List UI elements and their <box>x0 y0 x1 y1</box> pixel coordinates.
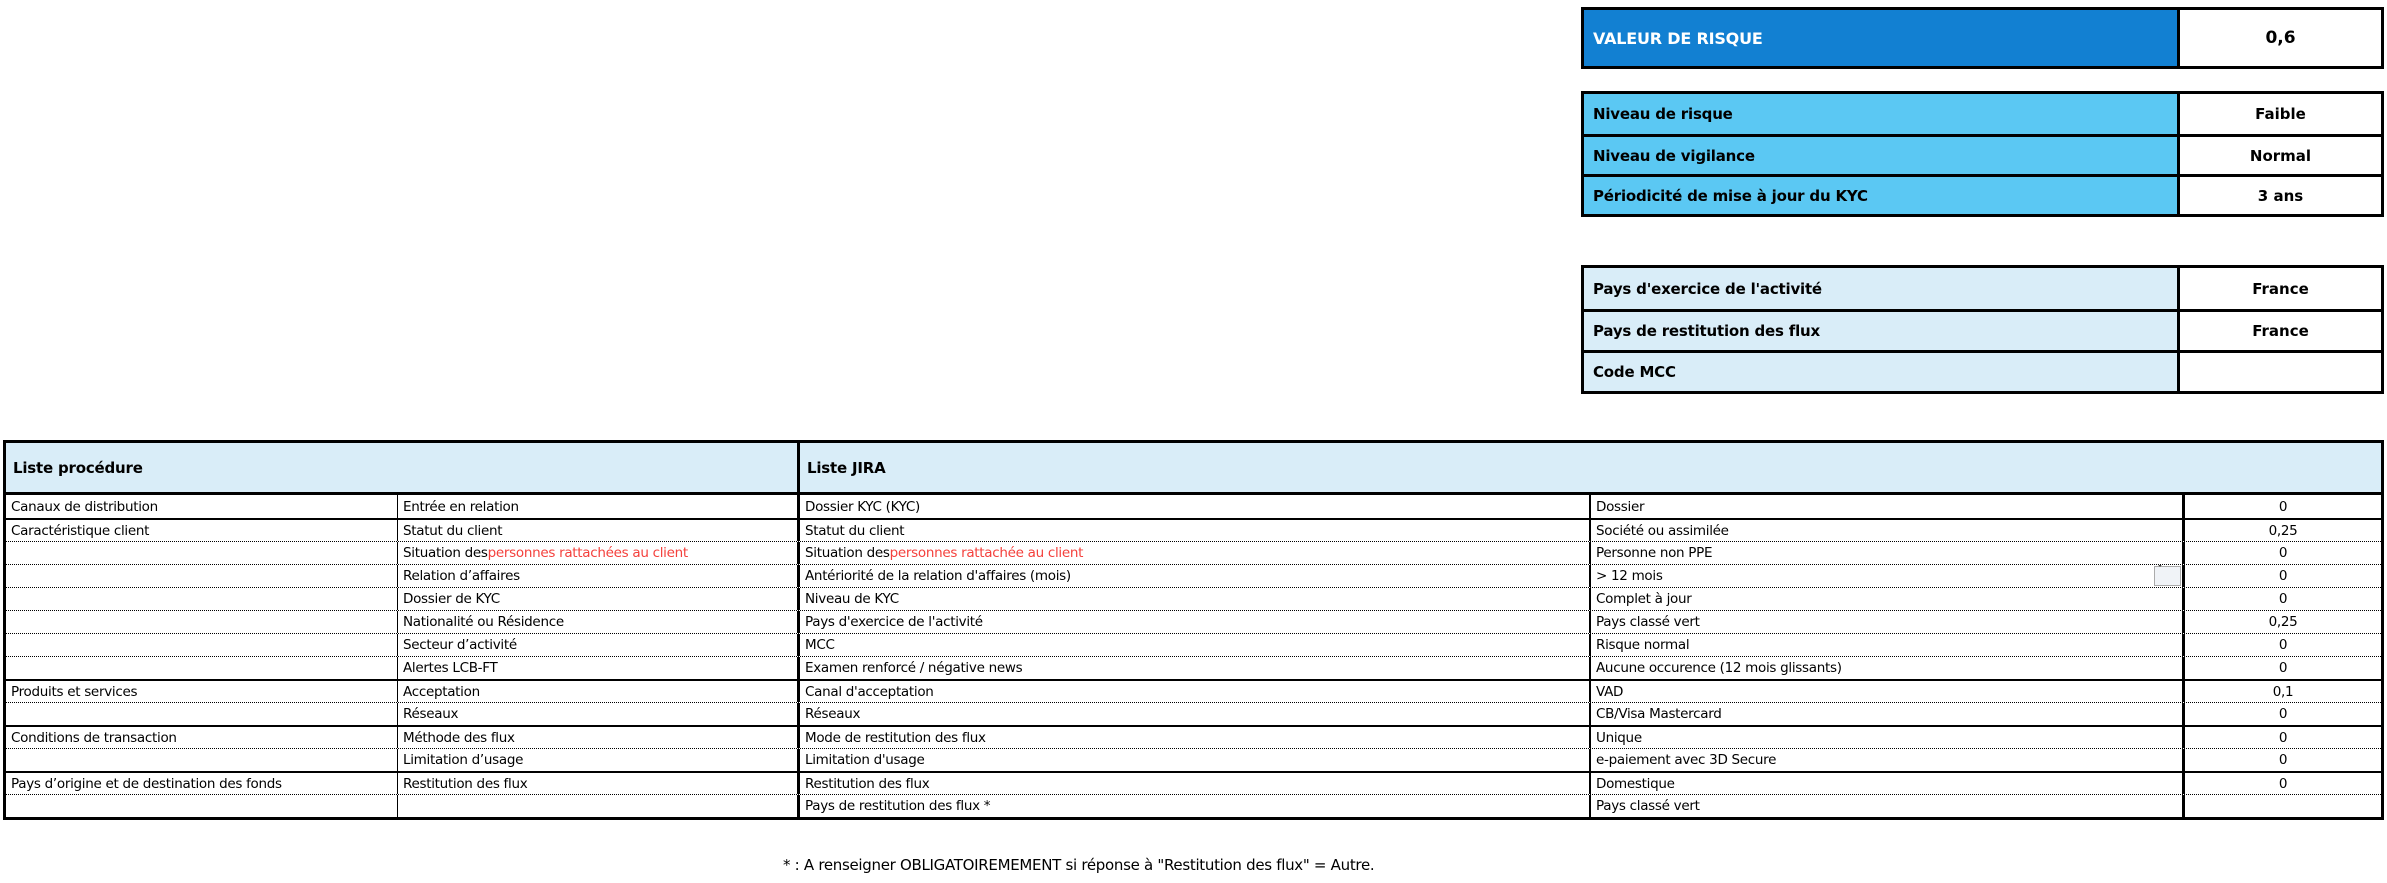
table-row <box>6 748 2381 771</box>
jira-item-cell[interactable]: Mode de restitution des flux <box>800 727 1591 748</box>
jira-item-cell[interactable]: Limitation d'usage <box>800 749 1591 771</box>
mcc-code-label-cell[interactable]: Code MCC <box>1584 353 2180 391</box>
risk-value-label-cell[interactable]: VALEUR DE RISQUE <box>1584 10 2180 66</box>
value-cell[interactable]: > 12 mois <box>1591 565 2185 587</box>
score-cell[interactable]: 0 <box>2278 498 2288 515</box>
table-row <box>6 771 2381 794</box>
risk-summary-panel <box>1581 7 2384 394</box>
footnote: * : A renseigner OBLIGATOIREMEMENT si réponse à "Restitution des flux" = Autre. <box>783 856 1375 874</box>
category-cell[interactable] <box>6 795 398 817</box>
flux-country-value-cell[interactable]: France <box>2180 312 2381 350</box>
jira-item-cell[interactable]: Pays de restitution des flux * <box>800 795 1591 817</box>
dropdown-arrow-button[interactable] <box>2154 566 2181 586</box>
value-cell[interactable]: Complet à jour <box>1591 588 2185 610</box>
value-cell[interactable]: Unique <box>1591 727 2185 748</box>
procedure-item-cell[interactable]: Acceptation <box>398 681 800 702</box>
jira-item-cell[interactable]: Canal d'acceptation <box>800 681 1591 702</box>
procedure-item-cell[interactable]: Entrée en relation <box>398 495 800 518</box>
category-cell[interactable] <box>6 634 398 656</box>
category-cell[interactable] <box>6 703 398 725</box>
header-liste-procedure-cell[interactable]: Liste procédure <box>6 443 800 492</box>
risk-level-label-cell[interactable]: Niveau de risque <box>1584 94 2180 134</box>
value-cell[interactable]: Pays classé vert <box>1591 795 2185 817</box>
kyc-update-period-label-cell[interactable]: Périodicité de mise à jour du KYC <box>1584 177 2180 214</box>
procedure-item-cell[interactable]: Restitution des flux <box>398 773 800 794</box>
table-row <box>6 495 2381 518</box>
score-cell[interactable]: 0,25 <box>2268 522 2298 539</box>
procedure-item-cell[interactable]: Relation d’affaires <box>398 565 800 587</box>
value-cell[interactable]: Aucune occurence (12 mois glissants) <box>1591 657 2185 679</box>
risk-level-value-cell[interactable]: Faible <box>2180 94 2381 134</box>
score-cell[interactable]: 0,25 <box>2268 614 2298 630</box>
table-row <box>6 610 2381 633</box>
value-cell[interactable]: CB/Visa Mastercard <box>1591 703 2185 725</box>
procedure-item-cell[interactable]: Situation des personnes rattachées au client <box>398 542 800 564</box>
risk-value-block <box>1581 7 2384 69</box>
jira-item-cell[interactable]: Statut du client <box>800 520 1591 541</box>
criteria-table <box>3 440 2384 820</box>
mcc-code-row <box>1584 350 2381 391</box>
value-cell[interactable]: Dossier <box>1591 495 2185 518</box>
risk-levels-block <box>1581 91 2384 217</box>
category-cell[interactable] <box>6 565 398 587</box>
score-cell[interactable]: 0 <box>2278 660 2288 676</box>
chevron-down-icon <box>2155 565 2165 583</box>
activity-country-value-cell[interactable]: France <box>2180 268 2381 309</box>
category-cell[interactable]: Canaux de distribution <box>6 495 398 518</box>
procedure-item-cell[interactable]: Dossier de KYC <box>398 588 800 610</box>
score-cell[interactable]: 0 <box>2278 752 2288 768</box>
flux-country-label-cell[interactable]: Pays de restitution des flux <box>1584 312 2180 350</box>
score-cell[interactable]: 0 <box>2278 637 2288 653</box>
procedure-item-cell[interactable]: Statut du client <box>398 520 800 541</box>
table-row <box>6 794 2381 817</box>
category-cell[interactable] <box>6 657 398 679</box>
table-row <box>6 656 2381 679</box>
procedure-item-cell[interactable]: Limitation d’usage <box>398 749 800 771</box>
jira-item-cell[interactable]: Examen renforcé / négative news <box>800 657 1591 679</box>
table-row <box>6 587 2381 610</box>
category-cell[interactable]: Pays d’origine et de destination des fonds <box>6 773 398 794</box>
header-liste-jira-cell[interactable]: Liste JIRA <box>800 443 2381 492</box>
procedure-item-cell[interactable] <box>398 795 800 817</box>
risk-value-cell[interactable]: 0,6 <box>2180 10 2381 66</box>
procedure-item-cell[interactable]: Alertes LCB-FT <box>398 657 800 679</box>
table-row <box>6 564 2381 587</box>
procedure-item-cell[interactable]: Réseaux <box>398 703 800 725</box>
score-cell[interactable]: 0,1 <box>2272 683 2294 700</box>
category-cell[interactable]: Produits et services <box>6 681 398 702</box>
table-row <box>6 679 2381 702</box>
table-row <box>6 541 2381 564</box>
country-info-block <box>1581 265 2384 394</box>
jira-item-cell[interactable]: Restitution des flux <box>800 773 1591 794</box>
score-cell[interactable]: 0 <box>2278 706 2288 722</box>
value-cell[interactable]: VAD <box>1591 681 2185 702</box>
activity-country-row <box>1584 268 2381 309</box>
category-cell[interactable]: Conditions de transaction <box>6 727 398 748</box>
category-cell[interactable] <box>6 611 398 633</box>
value-cell[interactable]: Société ou assimilée <box>1591 520 2185 541</box>
table-row <box>6 702 2381 725</box>
table-row <box>6 633 2381 656</box>
score-cell[interactable]: 0 <box>2278 591 2288 607</box>
criteria-table-header <box>6 443 2381 495</box>
score-cell[interactable]: 0 <box>2278 568 2288 584</box>
category-cell[interactable] <box>6 588 398 610</box>
value-cell[interactable]: e-paiement avec 3D Secure <box>1591 749 2185 771</box>
table-row <box>6 725 2381 748</box>
procedure-item-cell[interactable]: Méthode des flux <box>398 727 800 748</box>
score-cell[interactable]: 0 <box>2278 729 2288 746</box>
flux-country-row <box>1584 309 2381 350</box>
vigilance-level-row <box>1584 134 2381 174</box>
value-cell[interactable]: Personne non PPE <box>1591 542 2185 564</box>
jira-item-cell[interactable]: Antériorité de la relation d'affaires (mois) <box>800 565 1591 587</box>
score-cell[interactable]: 0 <box>2278 545 2288 561</box>
activity-country-label-cell[interactable]: Pays d'exercice de l'activité <box>1584 268 2180 309</box>
risk-value-row <box>1584 10 2381 66</box>
kyc-update-period-row <box>1584 174 2381 214</box>
value-cell[interactable]: Domestique <box>1591 773 2185 794</box>
category-cell[interactable] <box>6 542 398 564</box>
jira-item-cell[interactable]: Pays d'exercice de l'activité <box>800 611 1591 633</box>
table-row <box>6 518 2381 541</box>
score-cell[interactable]: 0 <box>2278 775 2288 792</box>
kyc-update-period-value-cell[interactable]: 3 ans <box>2180 177 2381 214</box>
value-cell[interactable]: Risque normal <box>1591 634 2185 656</box>
jira-item-cell[interactable]: MCC <box>800 634 1591 656</box>
category-cell[interactable] <box>6 749 398 771</box>
procedure-item-cell[interactable]: Nationalité ou Résidence <box>398 611 800 633</box>
procedure-item-cell[interactable]: Secteur d’activité <box>398 634 800 656</box>
risk-level-row <box>1584 94 2381 134</box>
criteria-table-body <box>6 495 2381 817</box>
jira-item-cell[interactable]: Dossier KYC (KYC) <box>800 495 1591 518</box>
score-cell[interactable] <box>2185 795 2381 817</box>
value-cell[interactable]: Pays classé vert <box>1591 611 2185 633</box>
vigilance-level-label-cell[interactable]: Niveau de vigilance <box>1584 137 2180 174</box>
jira-item-cell[interactable]: Situation des personnes rattachée au client <box>800 542 1591 564</box>
jira-item-cell[interactable]: Réseaux <box>800 703 1591 725</box>
jira-item-cell[interactable]: Niveau de KYC <box>800 588 1591 610</box>
category-cell[interactable]: Caractéristique client <box>6 520 398 541</box>
vigilance-level-value-cell[interactable]: Normal <box>2180 137 2381 174</box>
mcc-code-value-cell[interactable] <box>2180 353 2381 391</box>
